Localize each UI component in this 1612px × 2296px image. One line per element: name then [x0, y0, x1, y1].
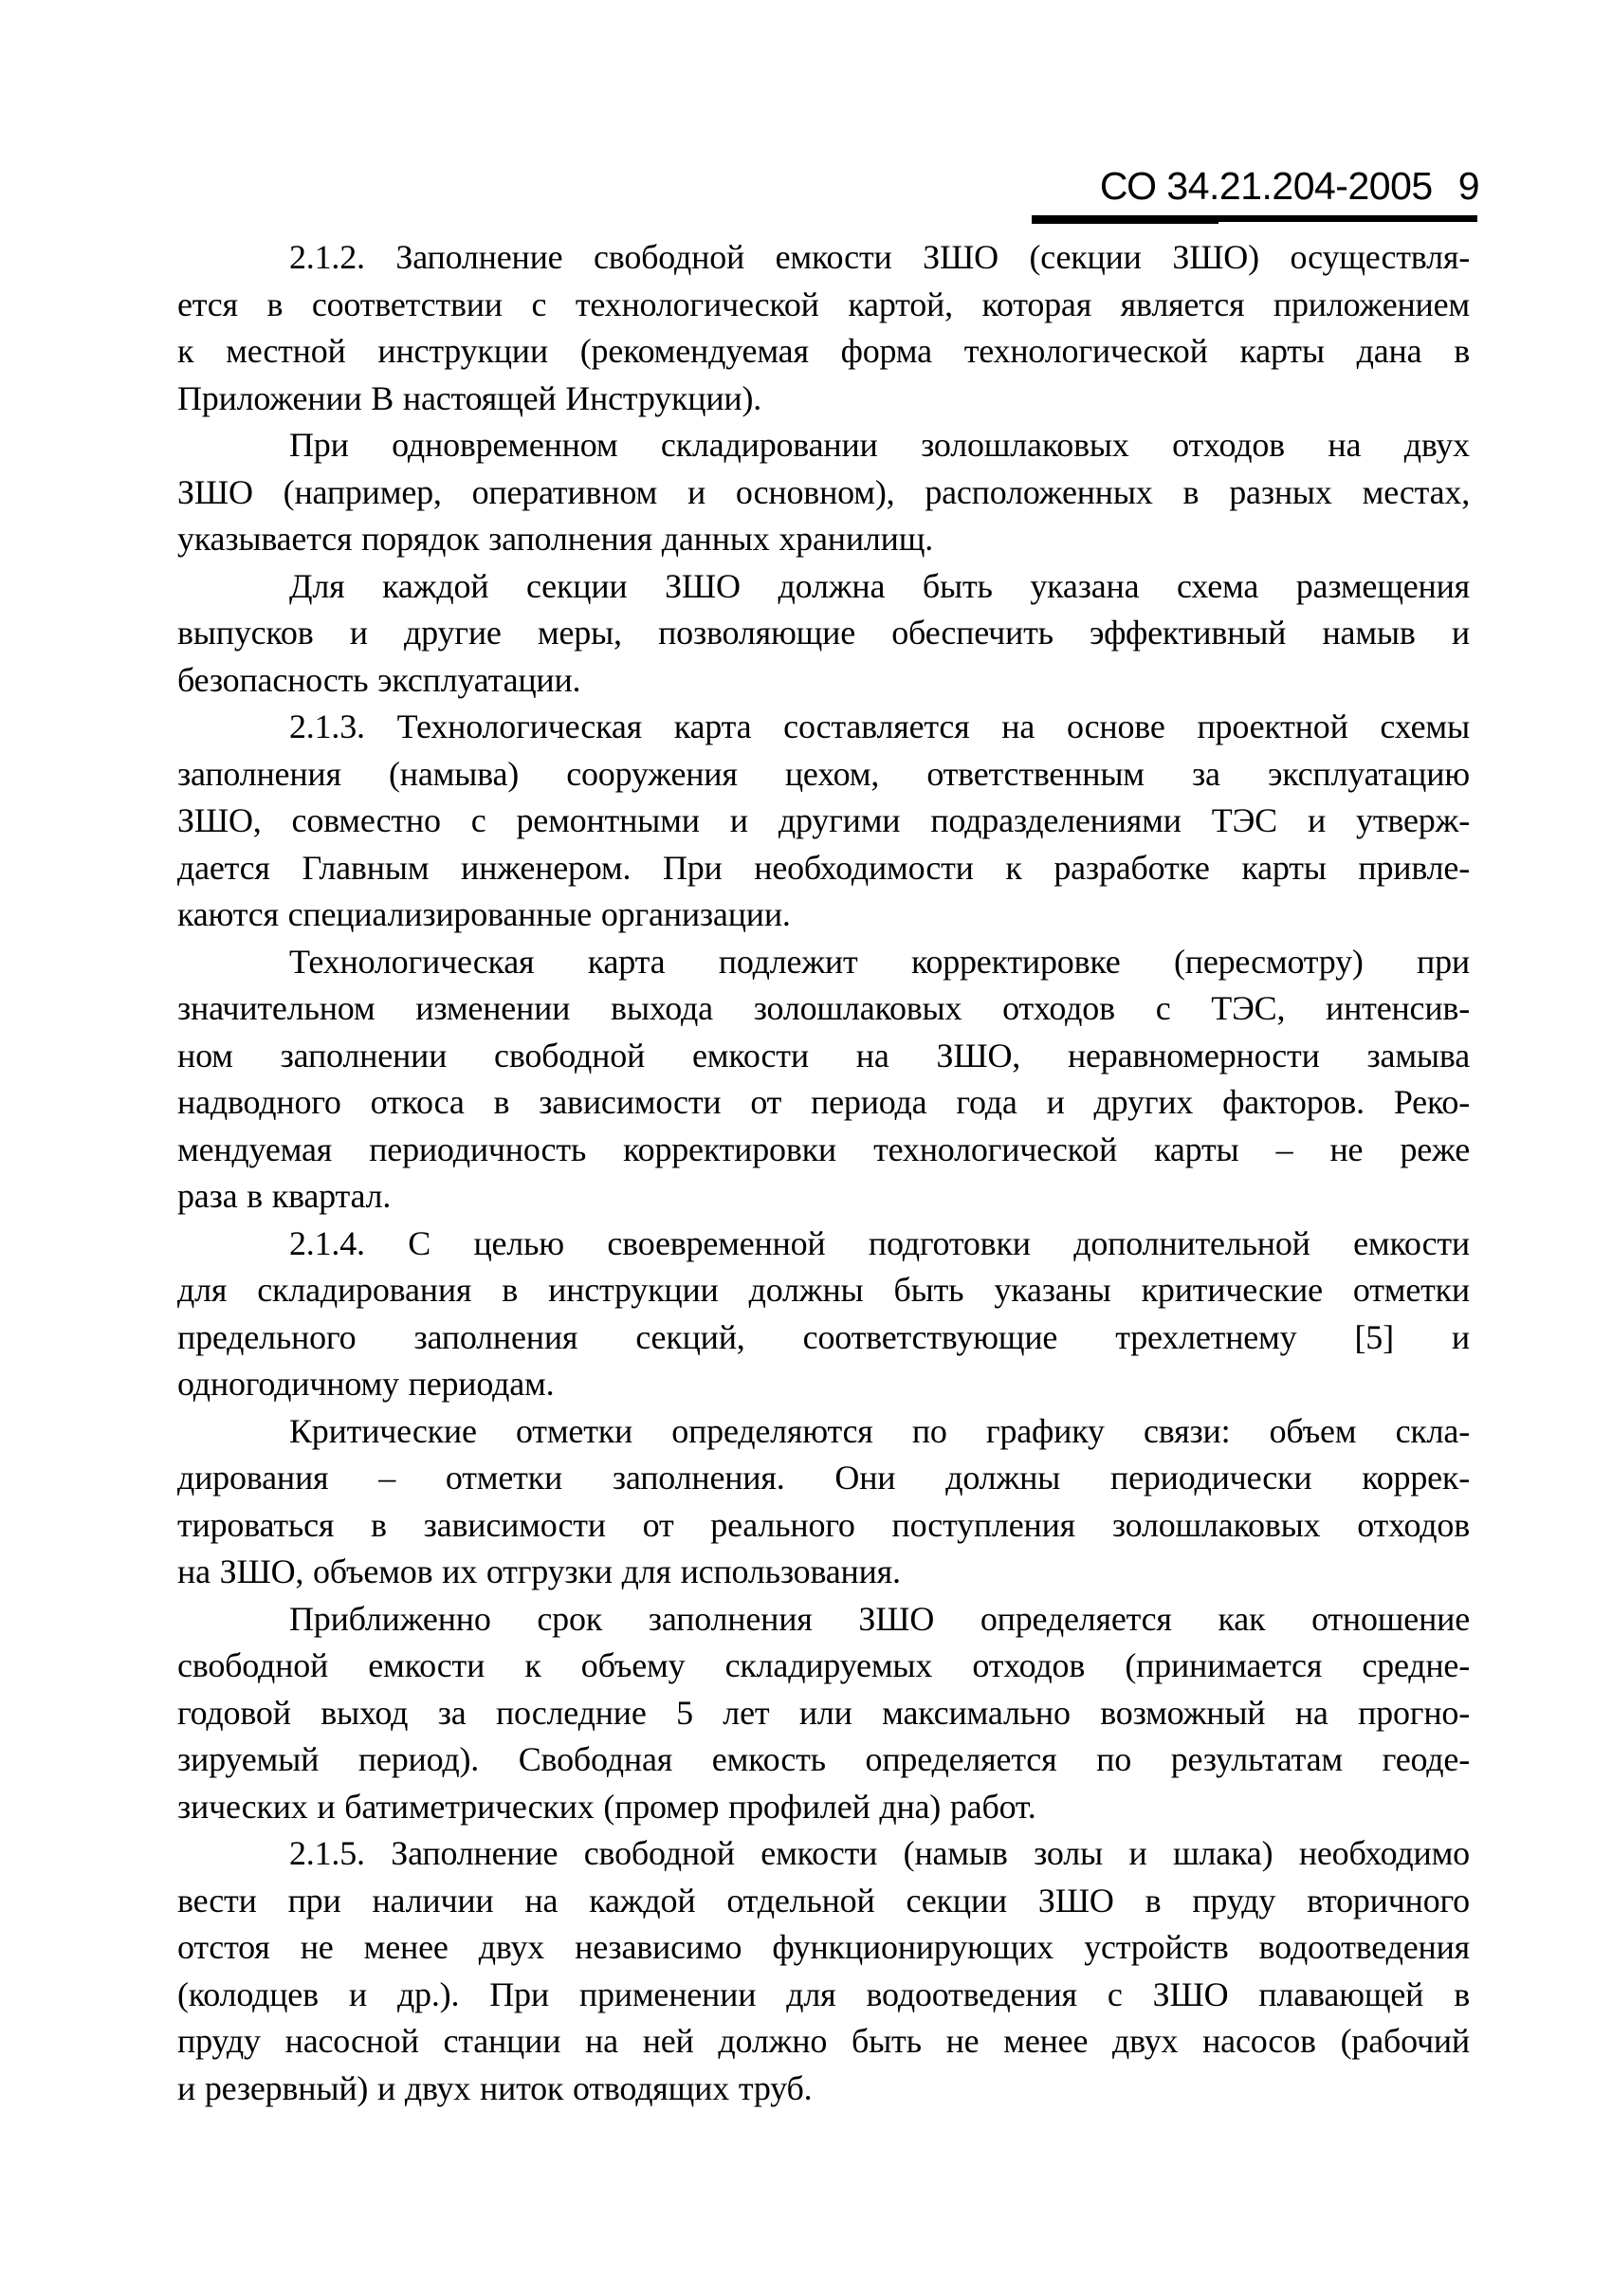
text-line: ном заполнении свободной емкости на ЗШО, неравномерности замыва — [177, 1036, 1470, 1075]
text-line: предельного заполнения секций, соответствующие трехлетнему [5] и — [177, 1317, 1470, 1356]
text-line: 2.1.3. Технологическая карта составляется на основе проектной схемы — [289, 707, 1470, 745]
text-line: ЗШО, совместно с ремонтными и другими подразделениями ТЭС и утверж- — [177, 801, 1470, 839]
text-line: дирования – отметки заполнения. Они должны периодически коррек- — [177, 1459, 1470, 1497]
text-line: Приложении В настоящей Инструкции). — [177, 378, 762, 417]
text-line: зических и батиметрических (промер профилей дна) работ. — [177, 1787, 1036, 1826]
text-line: Приближенно срок заполнения ЗШО определяется как отношение — [289, 1599, 1470, 1638]
text-line: каются специализированные организации. — [177, 895, 791, 933]
text-line: свободной емкости к объему складируемых отходов (принимается средне- — [177, 1646, 1470, 1684]
text-line: ЗШО (например, оперативном и основном), расположенных в разных местах, — [177, 472, 1470, 511]
text-line: на ЗШО, объемов их отгрузки для использования. — [177, 1552, 901, 1590]
standard-number: СО 34.21.204-2005 — [1099, 164, 1433, 208]
header-underline — [1032, 215, 1477, 222]
text-line: 2.1.2. Заполнение свободной емкости ЗШО (секции ЗШО) осуществля- — [289, 238, 1470, 276]
page-header — [1099, 164, 1479, 208]
text-line: раза в квартал. — [177, 1177, 392, 1215]
text-line: заполнения (намыва) сооружения цехом, ответственным за эксплуатацию — [177, 754, 1470, 793]
text-line: тироваться в зависимости от реального поступления золошлаковых отходов — [177, 1505, 1470, 1544]
page-number: 9 — [1457, 164, 1479, 208]
text-line: отстоя не менее двух независимо функционирующих устройств водоотведения — [177, 1928, 1470, 1966]
text-line: пруду насосной станции на ней должно быть не менее двух насосов (рабочий — [177, 2022, 1470, 2060]
text-line: (колодцев и др.). При применении для водоотведения с ЗШО плавающей в — [177, 1975, 1470, 2013]
text-line: для складирования в инструкции должны быть указаны критические отметки — [177, 1271, 1470, 1309]
text-line: надводного откоса в зависимости от периода года и других факторов. Реко- — [177, 1083, 1470, 1121]
text-line: Для каждой секции ЗШО должна быть указана схема размещения — [289, 566, 1470, 605]
text-line: 2.1.4. С целью своевременной подготовки дополнительной емкости — [289, 1223, 1470, 1262]
text-line: При одновременном складировании золошлаковых отходов на двух — [289, 426, 1470, 464]
text-line: Технологическая карта подлежит корректировке (пересмотру) при — [289, 942, 1470, 981]
text-line: указывается порядок заполнения данных хранилищ. — [177, 520, 934, 558]
text-line: годовой выход за последние 5 лет или максимально возможный на прогно- — [177, 1693, 1470, 1732]
text-line: зируемый период). Свободная емкость определяется по результатам геоде- — [177, 1740, 1470, 1778]
text-line: безопасность эксплуатации. — [177, 660, 581, 699]
text-line: 2.1.5. Заполнение свободной емкости (намыв золы и шлака) необходимо — [289, 1834, 1470, 1872]
text-line: мендуемая периодичность корректировки технологической карты – не реже — [177, 1130, 1470, 1168]
text-line: и резервный) и двух ниток отводящих труб. — [177, 2068, 813, 2107]
text-line: к местной инструкции (рекомендуемая форма технологической карты дана в — [177, 332, 1470, 370]
document-body — [177, 234, 1470, 2112]
text-line: ется в соответствии с технологической картой, которая является приложением — [177, 285, 1470, 323]
text-line: одногодичному периодам. — [177, 1365, 555, 1403]
text-line: Критические отметки определяются по графику связи: объем скла- — [289, 1411, 1470, 1450]
text-line: дается Главным инженером. При необходимости к разработке карты привле- — [177, 848, 1470, 887]
text-line: значительном изменении выхода золошлаковых отходов с ТЭС, интенсив- — [177, 989, 1470, 1027]
text-line: выпусков и другие меры, позволяющие обеспечить эффективный намыв и — [177, 614, 1470, 652]
text-line: вести при наличии на каждой отдельной секции ЗШО в пруду вторичного — [177, 1881, 1470, 1919]
